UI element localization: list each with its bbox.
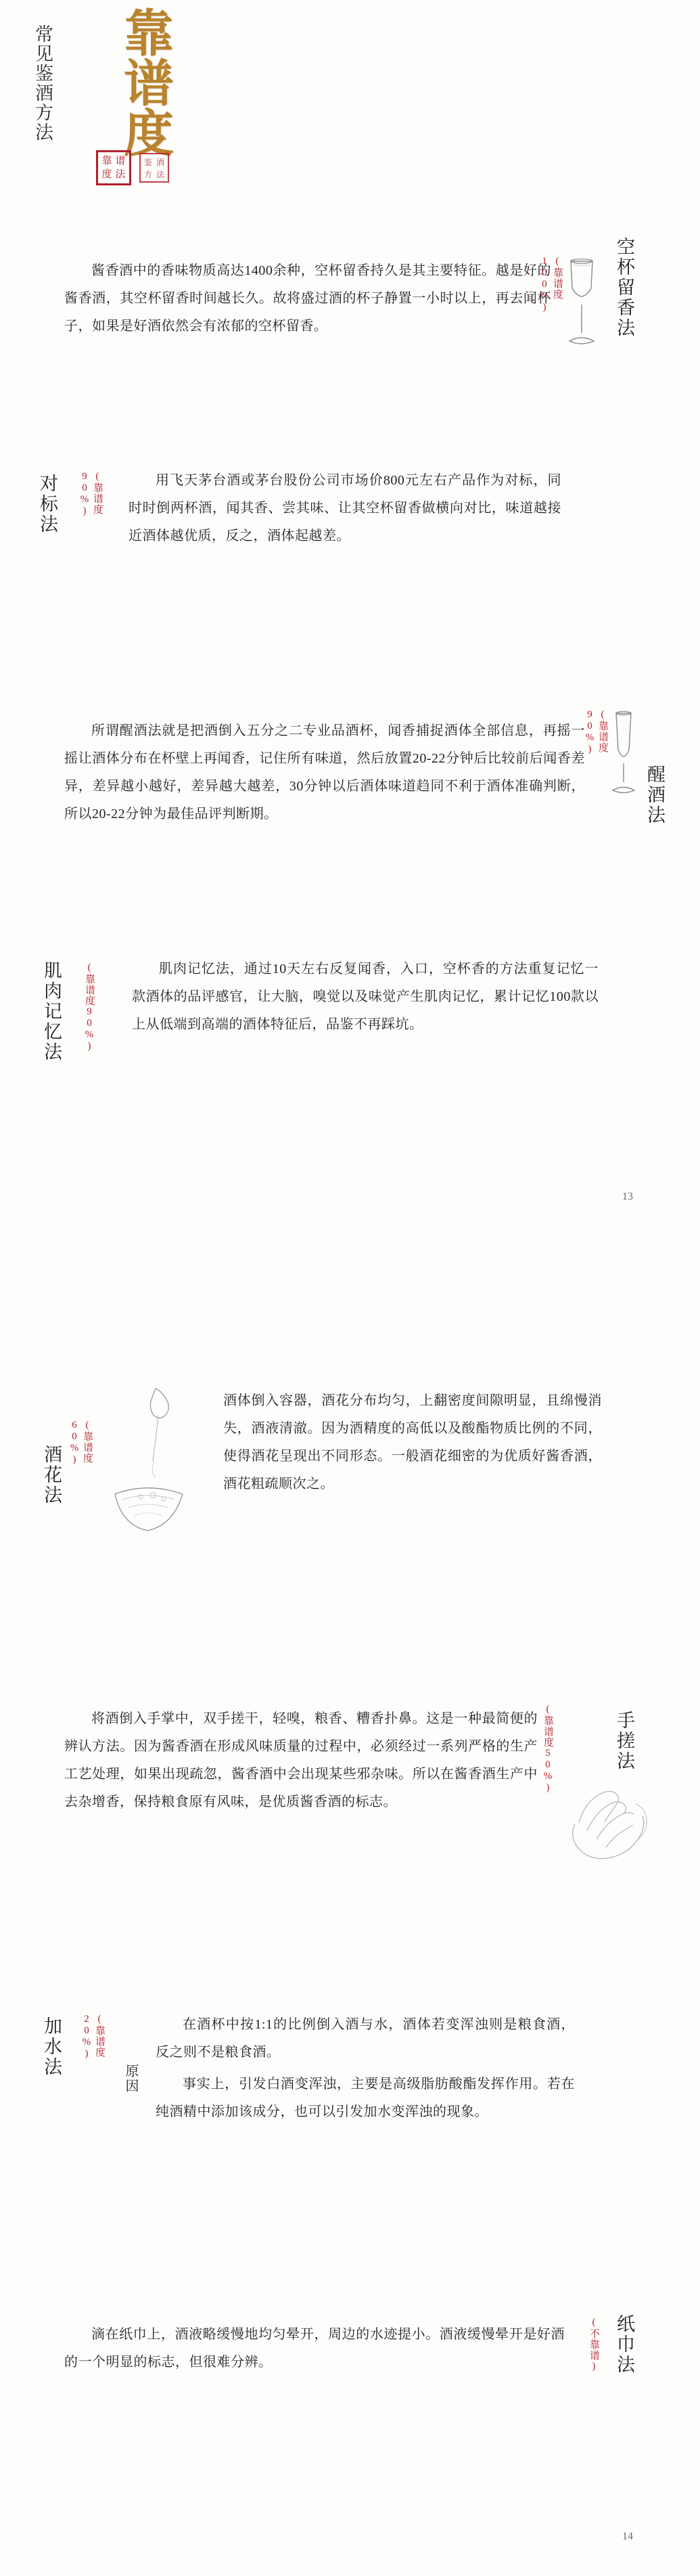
section-body: 滴在纸巾上，酒液略缓慢地均匀晕开，周边的水迹提小。酒液缓慢晕开是好酒的一个明显的标志，但很难分辨。: [64, 2327, 565, 2370]
page-number-second: 14: [622, 2531, 633, 2542]
section-muscle-memory: [0, 947, 700, 1144]
seal-stamp: 靠 谱 度 法: [96, 150, 131, 185]
section-benchmark: [0, 460, 700, 629]
score-label: (靠谱度90%): [79, 471, 103, 517]
page-header: [0, 0, 700, 223]
section-title: 肌肉记忆法: [41, 961, 62, 1062]
score-label: (靠谱度90%): [584, 709, 608, 755]
pouring-bottle-icon: [88, 1380, 203, 1550]
section-body-1: 在酒杯中按1:1的比例倒入酒与水，酒体若变浑浊则是粮食酒，反之则不是粮食酒。: [156, 2017, 575, 2060]
section-body: 酒体倒入容器，酒花分布均匀，上翻密度间隙明显，且绵慢消失，酒液清澈。因为酒精度的高低以及酸酯物质比例的不同，使得酒花呈现出不同形态。一般酒花细密的为优质好酱香酒，酒花粗疏顺次之。: [223, 1393, 602, 1491]
goblet-glass-icon: [561, 257, 602, 352]
section-body: 肌肉记忆法，通过10天左右反复闻香，入口，空杯香的方法重复记忆一款酒体的品评感官，让大脑，嗅觉以及味觉产生肌肉记忆，累计记忆100款以上从低端到高端的酒体特征后，品鉴不再踩坑。: [132, 962, 599, 1032]
score-label: (靠谱度20%): [81, 2014, 105, 2060]
section-title: 加水法: [41, 2016, 62, 2077]
section-hand-rub: [0, 1692, 700, 1935]
section-wine-flower: [0, 1367, 700, 1610]
tall-glass-icon: [605, 710, 642, 798]
section-tissue: [0, 2314, 700, 2483]
section-add-water: [0, 2003, 700, 2206]
section-body-2: 事实上，引发白酒变浑浊，主要是高级脂肪酸酯发挥作用。若在纯酒精中添加该成分，也可以引发加水变浑浊的现象。: [156, 2077, 575, 2119]
section-title: 纸巾法: [614, 2314, 634, 2375]
header-label: 常见鉴酒方法: [32, 24, 53, 142]
section-wake-wine: [0, 677, 700, 927]
reason-label: 原因: [123, 2064, 138, 2094]
score-label: (不靠谱): [588, 2317, 599, 2372]
page-number-first: 13: [622, 1191, 633, 1202]
section-title: 手搓法: [614, 1711, 634, 1771]
score-label: (靠谱度60%): [69, 1420, 93, 1466]
section-body: 将酒倒入手掌中，双手搓干，轻嗅，粮香、糟香扑鼻。这是一种最简便的辨认方法。因为酱香酒在形成风味质量的过程中，必须经过一系列严格的生产工艺处理，如果出现疏忽，酱香酒中会出现某些邪杂味。所以在酱香酒生产中去杂增香，保持粮食原有风味，是优质酱香酒的标志。: [64, 1711, 538, 1809]
section-title: 空杯留香法: [614, 237, 634, 338]
page-title: 靠谱度: [116, 7, 172, 157]
section-empty-cup-aroma: [0, 223, 700, 413]
section-title: 醒酒法: [645, 765, 665, 826]
seal-stamp-secondary: 鉴 酒 方 法: [139, 153, 169, 183]
section-body: 酱香酒中的香味物质高达1400余种，空杯留香持久是其主要特征。越是好的酱香酒，其空杯留香时间越长久。故将盛过酒的杯子静置一小时以上，再去闻杯子，如果是好酒依然会有浓郁的空杯留香。: [64, 263, 551, 334]
score-label: (靠谱度90%): [84, 962, 95, 1052]
score-label: (靠谱度50%): [542, 1704, 553, 1794]
section-body: 用飞天茅台酒或茅台股份公司市场价800元左右产品作为对标，同时时倒两杯酒，闻其香、尝其味、让其空杯留香做横向对比，味道越接近酒体越优质，反之，酒体起越差。: [129, 473, 561, 543]
section-title: 对标法: [37, 474, 57, 535]
section-title: 酒花法: [41, 1445, 62, 1506]
section-body: 所谓醒酒法就是把酒倒入五分之二专业品酒杯，闻香捕捉酒体全部信息，再摇一摇让酒体分布在杯壁上再闻香，记住所有味道，然后放置20-22分钟后比较前后闻香差异，差异越小越好，差异越大越差，30分钟以后酒体味道趋同不利于酒体准确判断，所以20-22分钟为最佳品评判断期。: [64, 723, 585, 821]
score-label: (靠谱度100%): [539, 256, 563, 313]
